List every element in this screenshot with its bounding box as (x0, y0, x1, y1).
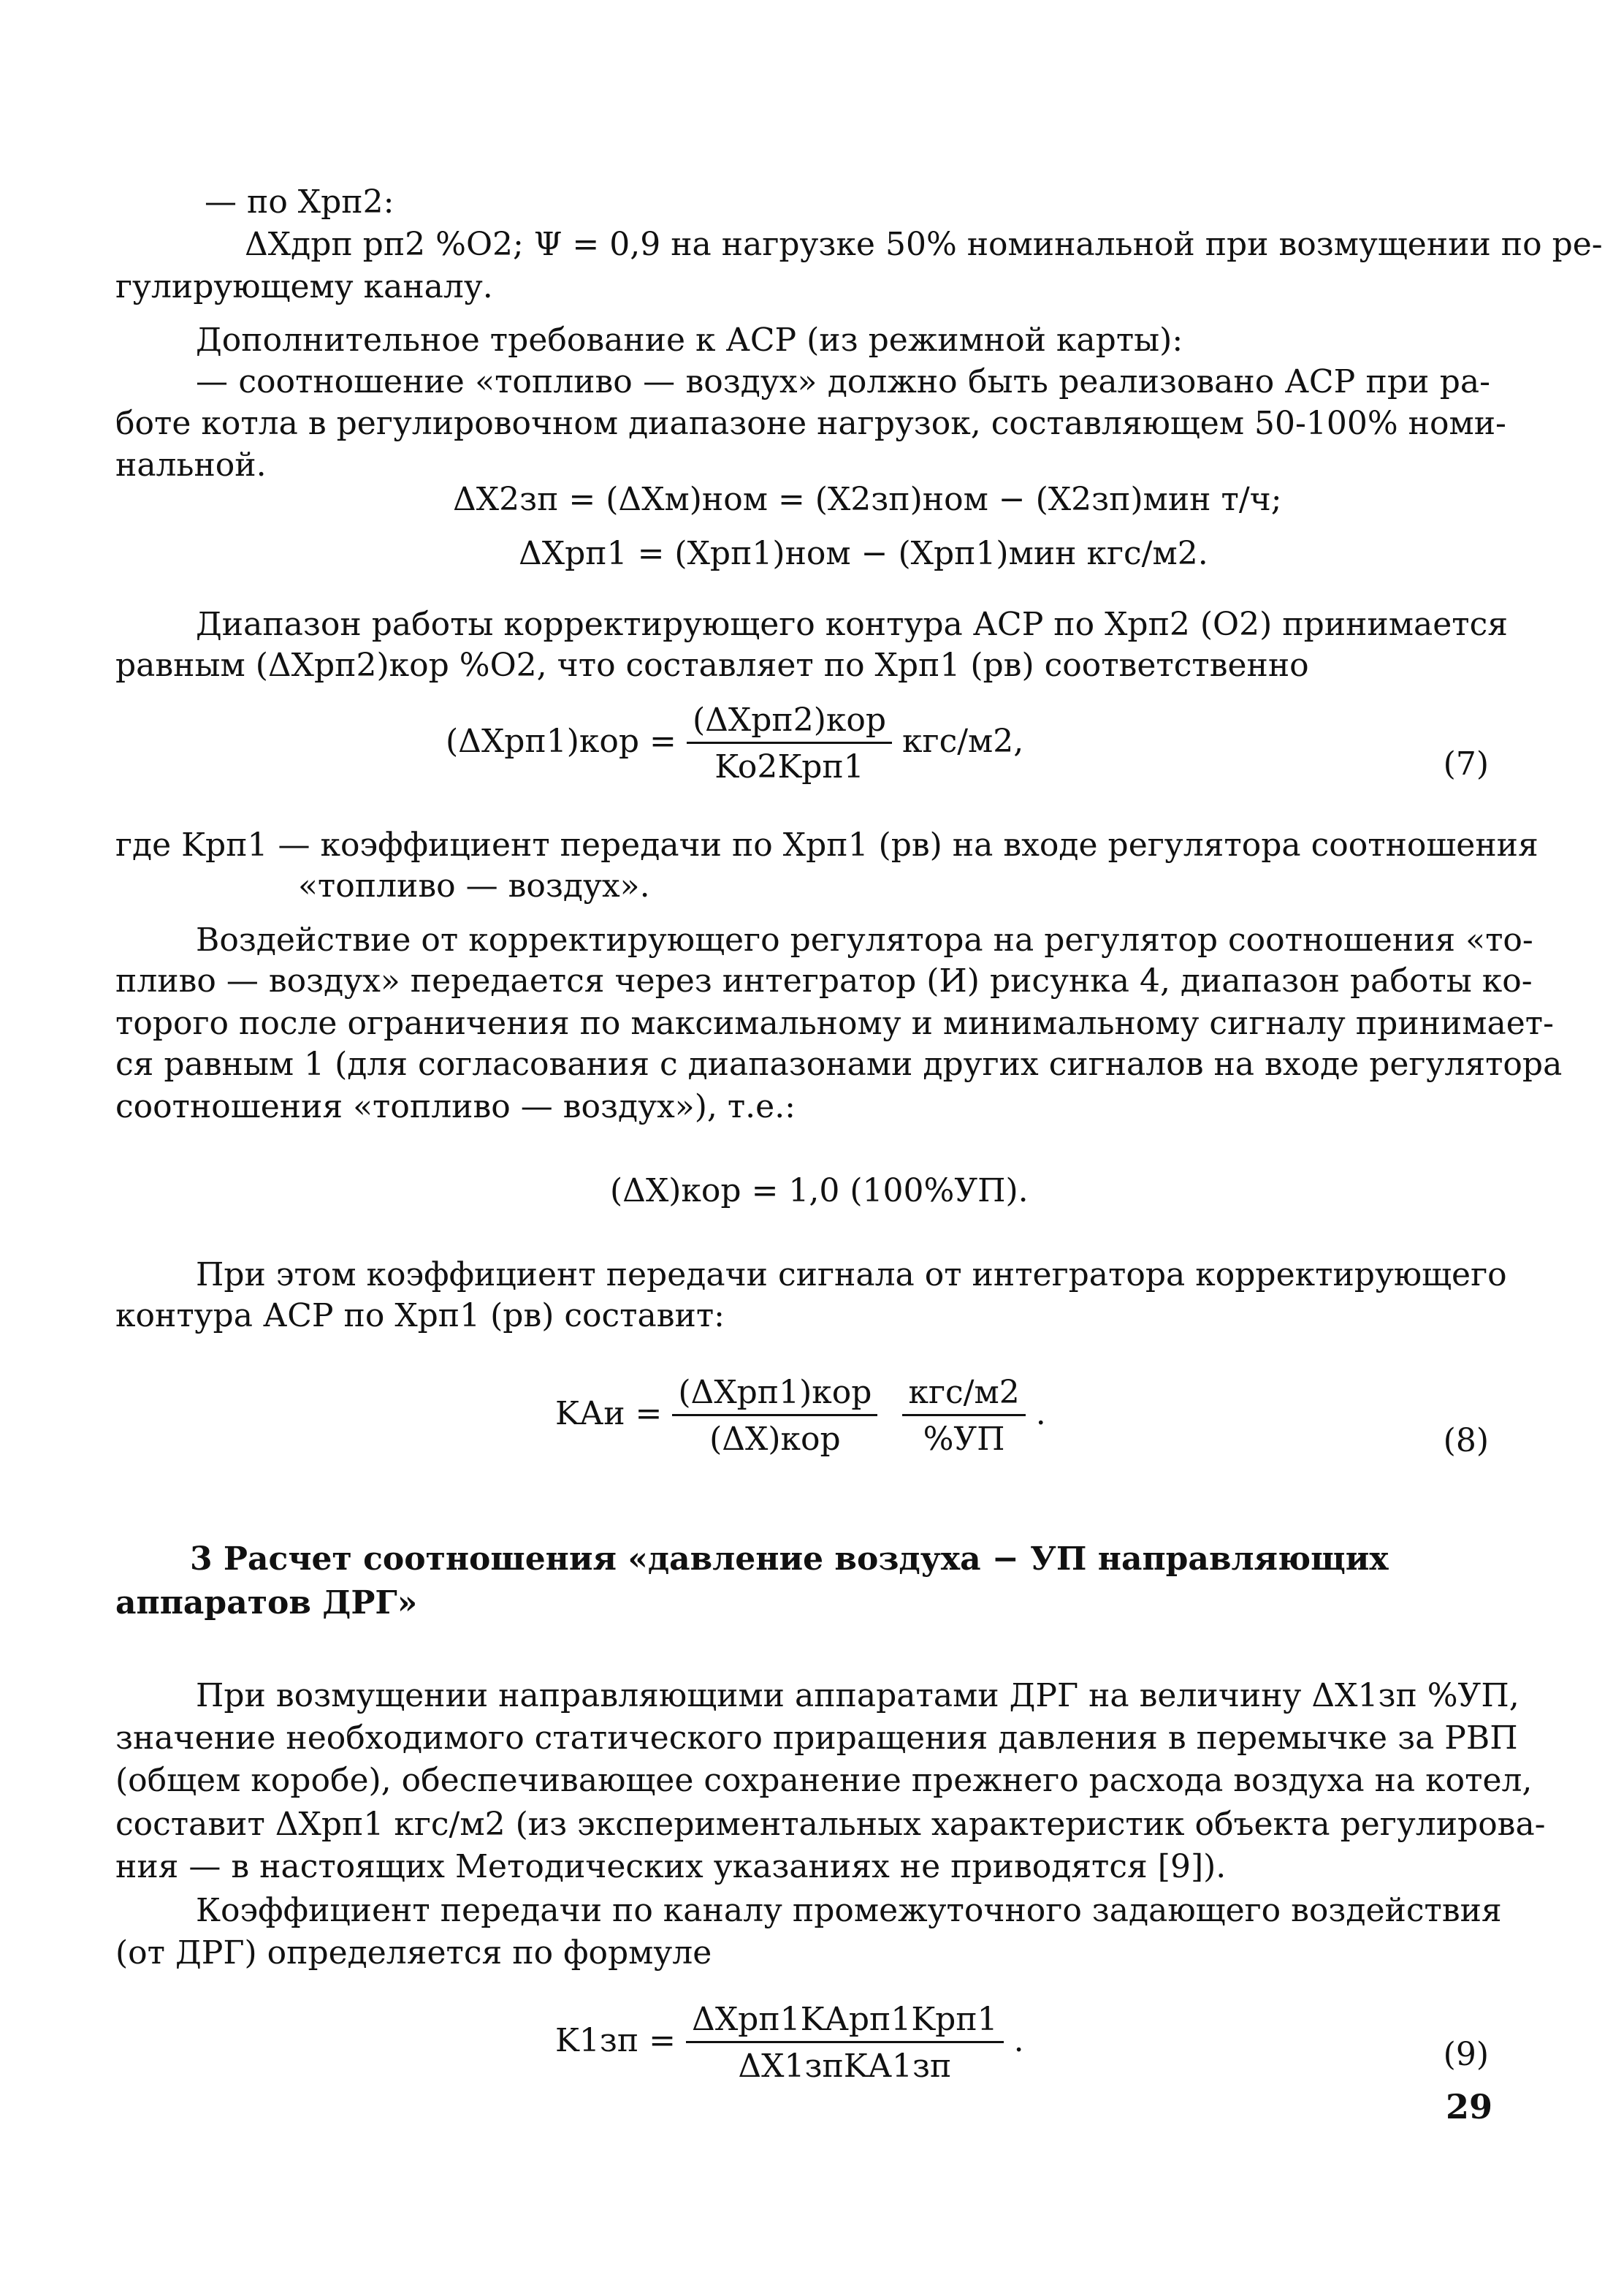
text-line: — по Xрп2: (205, 183, 394, 221)
text-line: пливо — воздух» передается через интегратор (И) рисунка 4, диапазон работы ко- (115, 962, 1533, 1000)
text-line: При возмущении направляющими аппаратами ДРГ на величину ΔX1зп %УП, (196, 1677, 1519, 1714)
eq7-lhs: (ΔXрп1)кор = (446, 723, 676, 760)
text-line: нальной. (115, 446, 267, 484)
text-line: соотношения «топливо — воздух»), т.е.: (115, 1088, 796, 1125)
equation-number: (8) (1443, 1422, 1489, 1459)
text-line: где Kрп1 — коэффициент передачи по Xрп1 (pв) на входе регулятора соотношения (115, 826, 1538, 864)
eq8-unit-denominator: %УП (923, 1421, 1005, 1458)
equation-number: (9) (1443, 2036, 1489, 2073)
text-line: значение необходимого статического приращения давления в перемычке за РВП (115, 1719, 1518, 1757)
text-line: равным (ΔXрп2)кор %O2, что составляет по Xрп1 (pв) соответственно (115, 647, 1309, 684)
equation-number: (7) (1443, 745, 1489, 783)
text-line: Дополнительное требование к АСР (из режимной карты): (196, 322, 1183, 359)
equation-9 (555, 2001, 1024, 2085)
text-line: Диапазон работы корректирующего контура АСР по Xрп2 (O2) принимается (196, 606, 1508, 643)
eq9-period: . (1013, 2022, 1024, 2059)
eq8-lhs: KАи = (555, 1395, 663, 1432)
equation-8 (555, 1374, 1046, 1458)
equation-7 (446, 702, 1023, 786)
text-line: (общем коробе), обеспечивающее сохранение прежнего расхода воздуха на котел, (115, 1762, 1533, 1799)
eq9-fraction (686, 2001, 1004, 2085)
equation: (ΔX)кор = 1,0 (100%УП). (610, 1172, 1029, 1209)
eq8-period: . (1035, 1395, 1046, 1432)
text-line: ся равным 1 (для согласования с диапазонами других сигналов на входе регулятора (115, 1046, 1563, 1083)
eq8-fraction (672, 1374, 877, 1458)
text-line: Коэффициент передачи по каналу промежуточного задающего воздействия (196, 1892, 1502, 1929)
eq7-fraction (687, 702, 892, 786)
eq7-denominator: Ko2Kрп1 (714, 748, 864, 786)
text-line: гулирующему каналу. (115, 268, 493, 305)
text-line: ΔXдрп рп2 %O2; Ψ = 0,9 на нагрузке 50% номинальной при возмущении по ре- (245, 226, 1603, 263)
text-line: Воздействие от корректирующего регулятора на регулятор соотношения «то- (196, 921, 1533, 959)
text-line: боте котла в регулировочном диапазоне нагрузок, составляющем 50-100% номи- (115, 405, 1506, 442)
equation: ΔXрп1 = (Xрп1)ном − (Xрп1)мин кгс/м2. (519, 535, 1208, 572)
eq8-unit-numerator: кгс/м2 (902, 1374, 1025, 1416)
text-line: «топливо — воздух». (298, 867, 650, 905)
eq9-numerator: ΔXрп1KАрп1Kрп1 (686, 2001, 1004, 2043)
text-line: контура АСР по Xрп1 (pв) составит: (115, 1297, 725, 1334)
text-line: — соотношение «топливо — воздух» должно быть реализовано АСР при ра- (196, 363, 1490, 400)
section-heading: 3 Расчет соотношения «давление воздуха − УП направляющих (190, 1540, 1389, 1578)
eq9-lhs: K1зп = (555, 2022, 676, 2059)
section-heading: аппаратов ДРГ» (115, 1584, 418, 1622)
text-line: (от ДРГ) определяется по формуле (115, 1934, 712, 1972)
text-line: торого после ограничения по максимальному и минимальному сигналу принимает- (115, 1005, 1554, 1042)
text-line: ния — в настоящих Методических указаниях не приводятся [9]). (115, 1848, 1227, 1885)
eq7-unit: кгс/м2, (902, 723, 1024, 760)
eq8-denominator: (ΔX)кор (709, 1421, 841, 1458)
text-line: При этом коэффициент передачи сигнала от интегратора корректирующего (196, 1256, 1507, 1293)
equation: ΔX2зп = (ΔXм)ном = (X2зп)ном − (X2зп)мин т/ч; (453, 481, 1282, 518)
page-number: 29 (1445, 2087, 1492, 2126)
eq9-denominator: ΔX1зпKА1зп (738, 2048, 952, 2085)
eq8-numerator: (ΔXрп1)кор (672, 1374, 877, 1416)
eq8-unit-fraction (902, 1374, 1025, 1458)
text-line: составит ΔXрп1 кгс/м2 (из экспериментальных характеристик объекта регулирова- (115, 1806, 1546, 1843)
eq7-numerator: (ΔXрп2)кор (687, 702, 892, 744)
